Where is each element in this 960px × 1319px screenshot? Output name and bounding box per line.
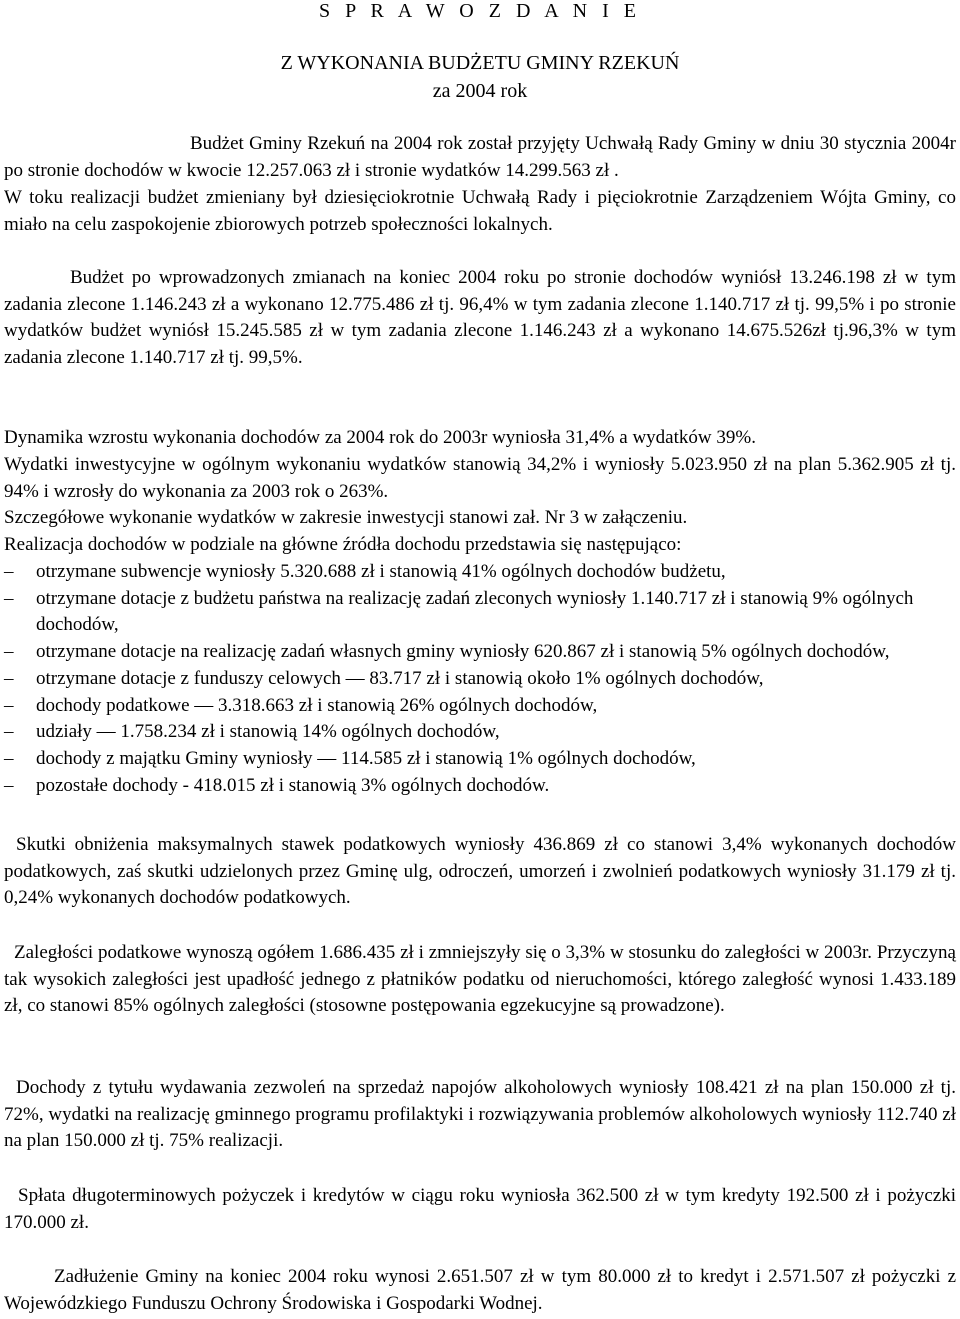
dash-bullet: – <box>4 694 14 716</box>
paragraph-dynamics: Dynamika wzrostu wykonania dochodów za 2004 rok do 2003r wyniosła 31,4% a wydatków 39%. <box>4 427 756 448</box>
list-item-text: udziały — 1.758.234 zł i stanowią 14% ogólnych dochodów, <box>36 721 500 743</box>
list-item <box>4 746 956 773</box>
dash-bullet: – <box>4 667 14 689</box>
dash-bullet: – <box>4 747 14 769</box>
paragraph-investments: Wydatki inwestycyjne w ogólnym wykonaniu wydatków stanowią 34,2% i wyniosły 5.023.950 zł na plan 5.362.905 zł tj. 94% i wzrosły do wykonania za 2003 rok o 263%. <box>4 454 956 502</box>
list-item <box>4 586 956 639</box>
paragraph-debt: Zadłużenie Gminy na koniec 2004 roku wynosi 2.651.507 zł w tym 80.000 zł to kredyt i 2.571.507 zł pożyczki z Wojewódzkiego Funduszu Ochrony Środowiska i Gospodarki Wodnej. <box>4 1266 956 1314</box>
list-item <box>4 773 956 800</box>
list-item <box>4 559 956 586</box>
income-sources-list <box>4 559 956 799</box>
paragraph-alcohol-permits: Dochody z tytułu wydawania zezwoleń na sprzedaż napojów alkoholowych wyniosły 108.421 zł na plan 150.000 zł tj. 72%, wydatki na realizację gminnego programu profilaktyki i rozwiązywania problemów alkoholowych wyniosły 112.740 zł na plan 150.000 zł tj. 75% realizacji. <box>4 1077 956 1152</box>
list-item <box>4 719 956 746</box>
paragraph-budget-execution: Budżet po wprowadzonych zmianach na koniec 2004 roku po stronie dochodów wyniósł 13.246.198 zł w tym zadania zlecone 1.146.243 zł a wykonano 12.775.486 zł tj. 96,4% w tym zadania zlecone 1.140.717 zł tj. 99,5% i po stronie wydatków budżet wyniósł 15.245.585 zł w tym zadania zlecone 1.146.243 zł a wykonano 14.675.526zł tj.96,3% w tym zadania zlecone 1.140.717 zł tj. 99,5%. <box>4 267 956 369</box>
dash-bullet: – <box>4 561 14 582</box>
list-item <box>4 693 956 720</box>
document-title: S P R A W O Z D A N I E <box>319 0 641 22</box>
list-item-text: pozostałe dochody - 418.015 zł i stanowią 3% ogólnych dochodów. <box>36 774 550 796</box>
document-subtitle: Z WYKONANIA BUDŻETU GMINY RZEKUŃ <box>280 52 680 74</box>
dash-bullet: – <box>4 587 14 609</box>
document-year: za 2004 rok <box>432 80 528 102</box>
list-item-text: otrzymane dotacje z funduszy celowych — 83.717 zł i stanowią około 1% ogólnych dochodów, <box>36 667 764 689</box>
paragraph-investment-attachment: Szczegółowe wykonanie wydatków w zakresie inwestycji stanowi zał. Nr 3 w załączeniu. <box>4 507 688 528</box>
list-item-text: dochody z majątku Gminy wyniosły — 114.585 zł i stanowią 1% ogólnych dochodów, <box>36 747 696 769</box>
list-item-text: otrzymane dotacje na realizację zadań własnych gminy wyniosły 620.867 zł i stanowią 5% ogólnych dochodów, <box>36 641 890 663</box>
paragraph-budget-changes: W toku realizacji budżet zmieniany był dziesięciokrotnie Uchwałą Rady i pięciokrotnie Zarządzeniem Wójta Gminy, co miało na celu zaspokojenie zbiorowych potrzeb społeczności lokalnych. <box>4 187 956 235</box>
dash-bullet: – <box>4 641 14 663</box>
list-item <box>4 639 956 666</box>
list-item-text: otrzymane dotacje z budżetu państwa na realizację zadań zleconych wyniosły 1.140.717 zł i stanowią 9% ogólnych dochodów, <box>36 587 914 636</box>
list-item <box>4 666 956 693</box>
list-item-text: dochody podatkowe — 3.318.663 zł i stanowią 26% ogólnych dochodów, <box>36 694 598 716</box>
paragraph-tax-arrears: Zaległości podatkowe wynoszą ogółem 1.686.435 zł i zmniejszyły się o 3,3% w stosunku do zaległości w 2003r. Przyczyną tak wysokich zaległości jest upadłość jednego z płatników podatku od nieruchomości, którego zaległość wynosi 1.433.189 zł, co stanowi 85% ogólnych zaległości (stosowne postępowania egzekucyjne są prowadzone). <box>4 942 956 1017</box>
dash-bullet: – <box>4 774 14 796</box>
dash-bullet: – <box>4 721 14 743</box>
paragraph-tax-reductions: Skutki obniżenia maksymalnych stawek podatkowych wyniosły 436.869 zł co stanowi 3,4% wykonanych dochodów podatkowych, zaś skutki udzielonych przez Gminę ulg, odroczeń, umorzeń i zwolnień podatkowych wyniosły 31.179 zł tj. 0,24% wykonanych dochodów podatkowych. <box>4 834 956 909</box>
list-item-text: otrzymane subwencje wyniosły 5.320.688 zł i stanowią 41% ogólnych dochodów budżetu, <box>36 561 726 582</box>
paragraph-budget-adoption: Budżet Gminy Rzekuń na 2004 rok został przyjęty Uchwałą Rady Gminy w dniu 30 stycznia 2004r po stronie dochodów w kwocie 12.257.063 zł i stronie wydatków 14.299.563 zł . <box>4 133 956 181</box>
paragraph-income-intro: Realizacja dochodów w podziale na główne źródła dochodu przedstawia się następująco: <box>4 534 682 555</box>
paragraph-loan-repayment: Spłata długoterminowych pożyczek i kredytów w ciągu roku wyniosła 362.500 zł w tym kredyty 192.500 zł i pożyczki 170.000 zł. <box>4 1185 956 1233</box>
